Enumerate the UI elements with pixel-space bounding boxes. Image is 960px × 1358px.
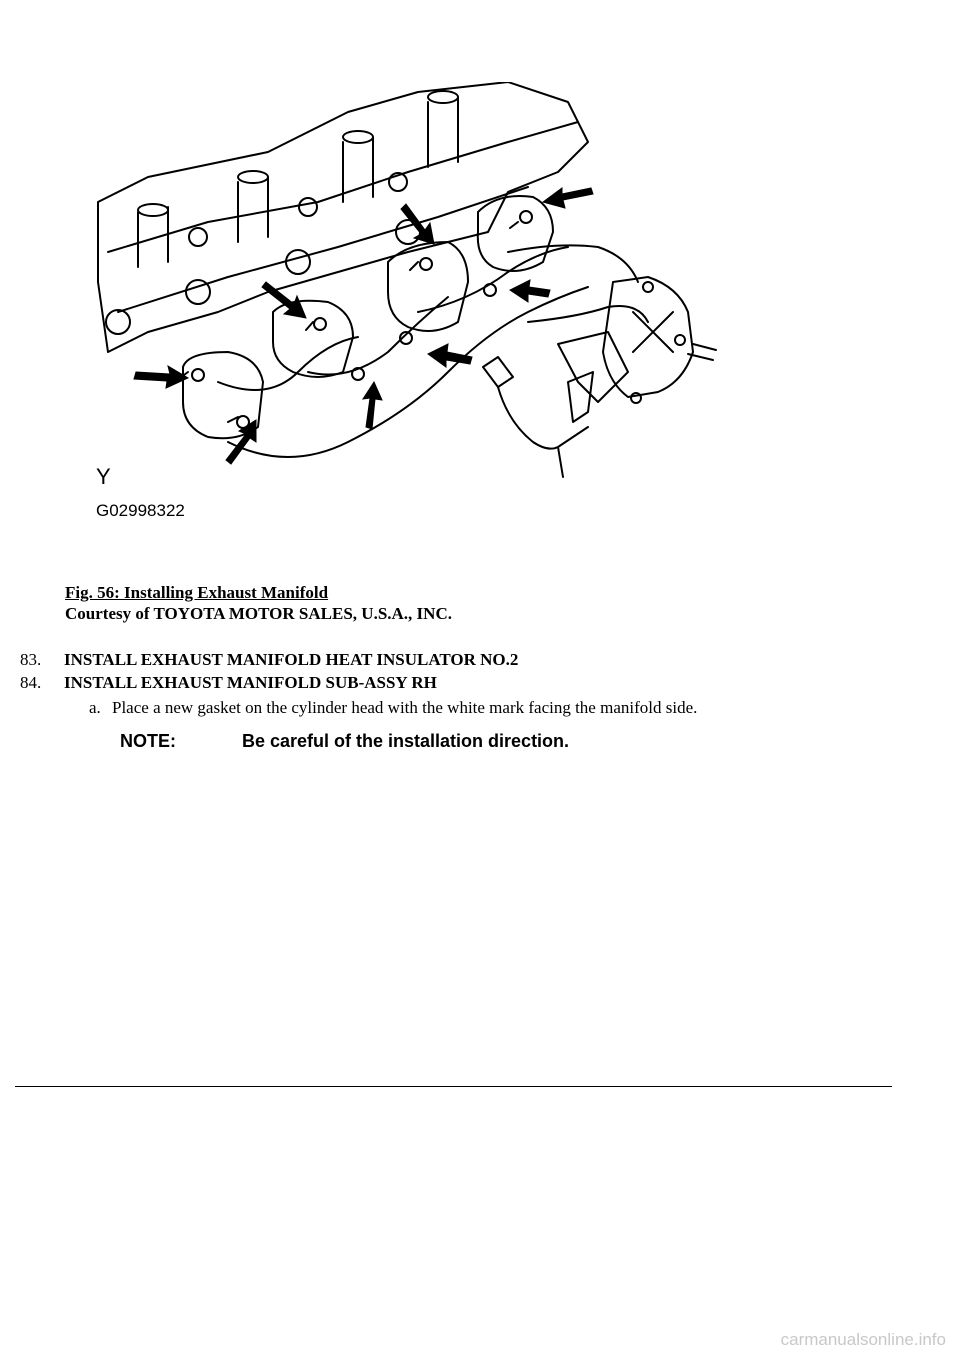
- step-number: 84.: [20, 673, 42, 692]
- note-block: [120, 731, 569, 752]
- image-code: G02998322: [96, 501, 185, 520]
- figure-caption: [65, 582, 452, 624]
- page-divider: [15, 1086, 892, 1087]
- step-text: INSTALL EXHAUST MANIFOLD SUB-ASSY RH: [64, 673, 437, 692]
- step-text: INSTALL EXHAUST MANIFOLD HEAT INSULATOR NO.2: [64, 650, 519, 669]
- step-item: [20, 649, 518, 670]
- figure-courtesy: Courtesy of TOYOTA MOTOR SALES, U.S.A., INC.: [65, 604, 452, 623]
- watermark: carmanualsonline.info: [780, 1330, 946, 1349]
- substep-letter: a.: [89, 698, 101, 717]
- substep-text: Place a new gasket on the cylinder head with the white mark facing the manifold side.: [112, 698, 698, 717]
- view-label: Y: [96, 464, 111, 489]
- step-item: [20, 672, 437, 693]
- substep-item: [89, 697, 697, 718]
- step-number: 83.: [20, 650, 42, 669]
- note-text: Be careful of the installation direction.: [242, 731, 570, 751]
- exhaust-manifold-illustration: [88, 82, 728, 522]
- figure-title: Fig. 56: Installing Exhaust Manifold: [65, 583, 329, 602]
- exhaust-manifold-figure: [88, 82, 728, 522]
- note-label: NOTE:: [120, 731, 176, 751]
